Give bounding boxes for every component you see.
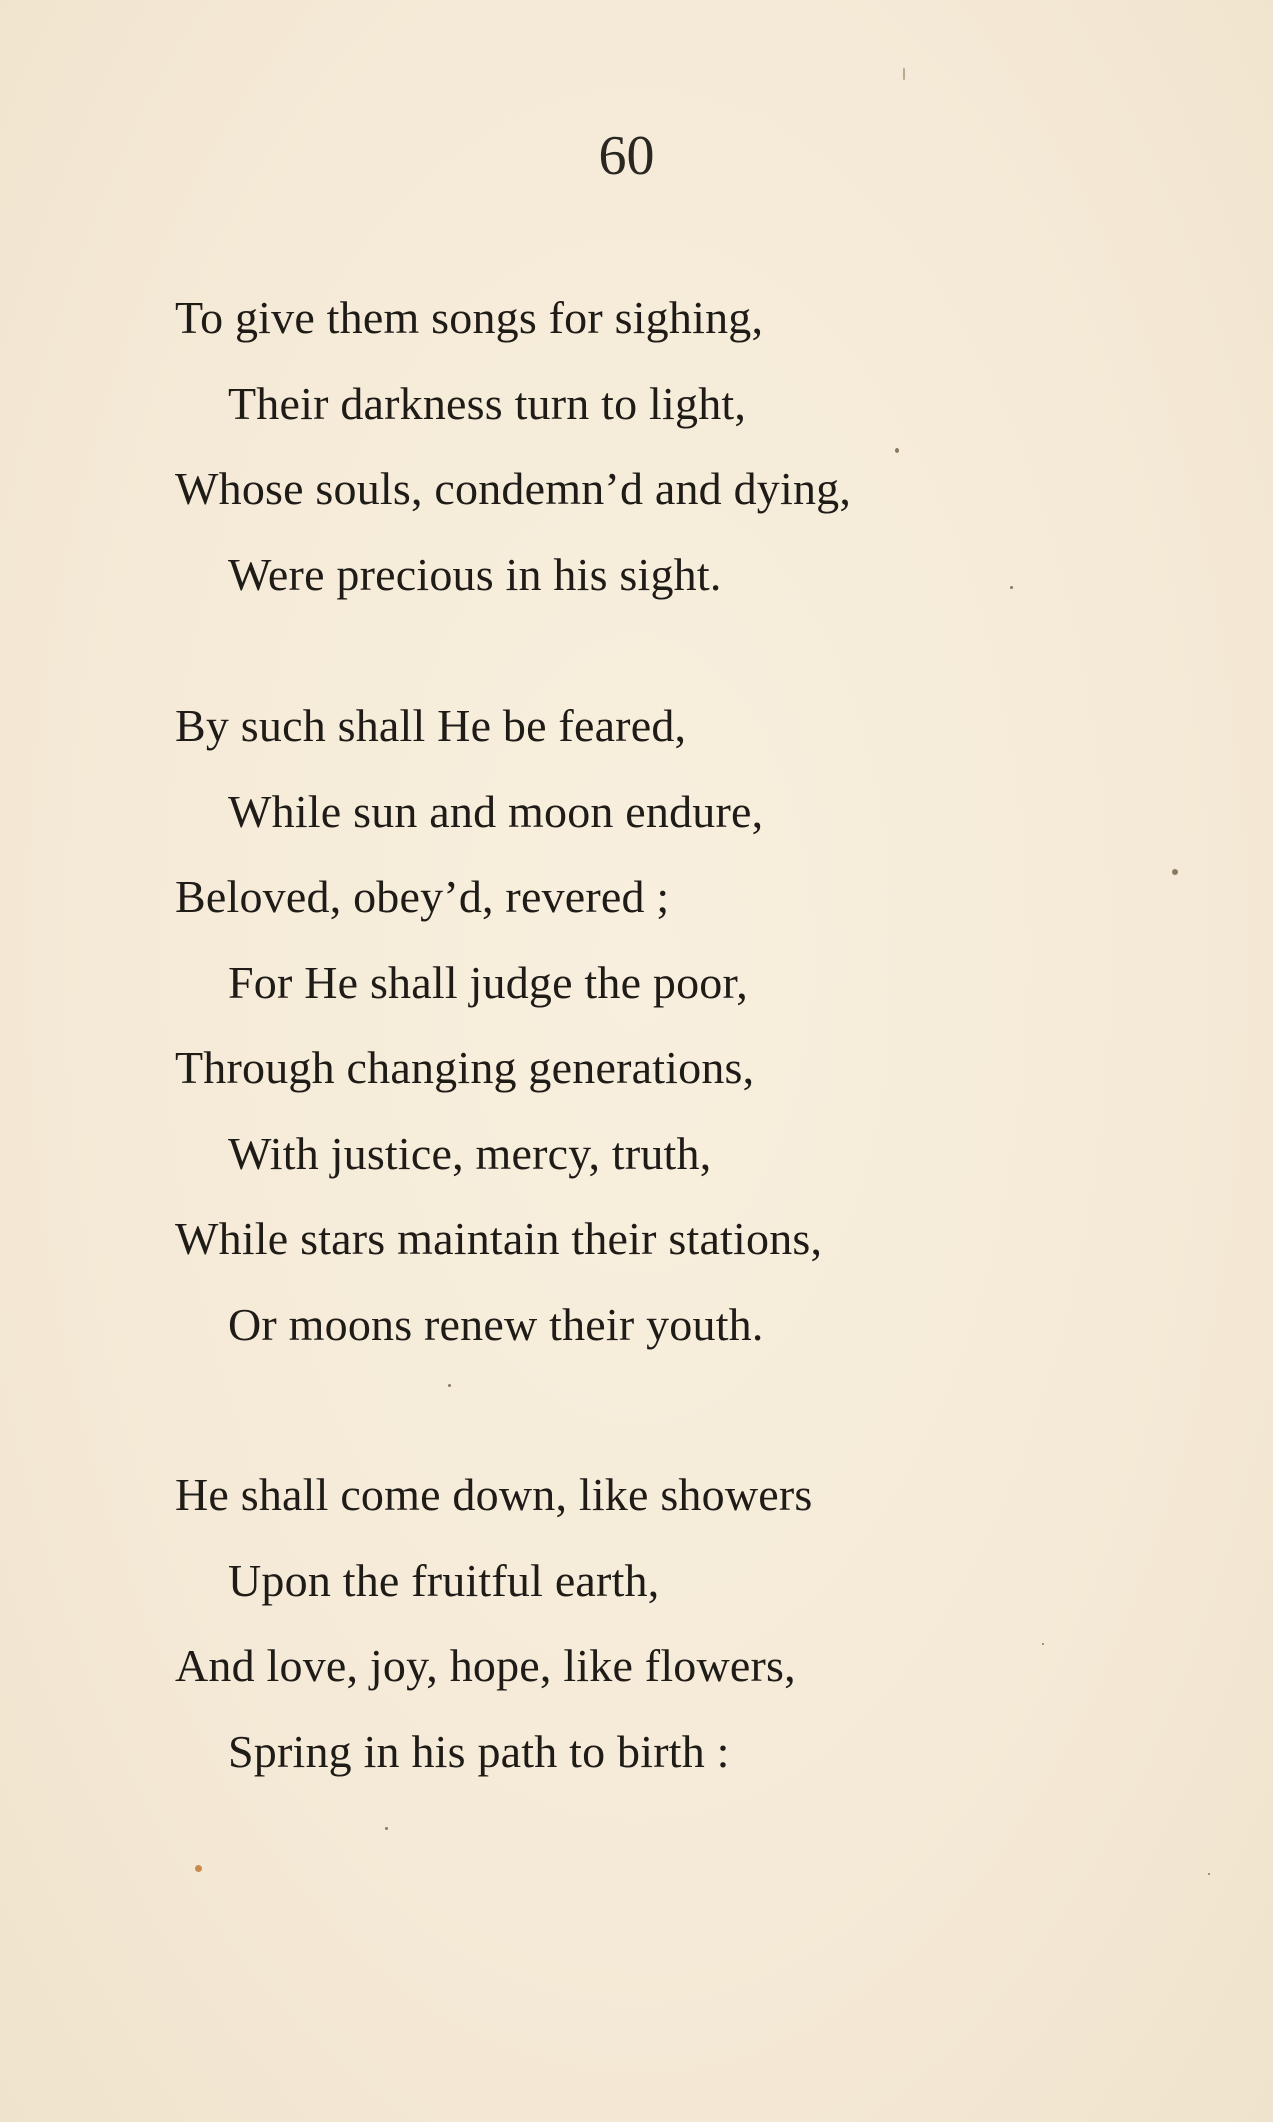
verse-line: For He shall judge the poor,: [228, 956, 748, 1008]
stanza-3: [175, 1452, 1075, 1794]
verse-line: Spring in his path to birth :: [228, 1725, 730, 1777]
paper-speck: [1010, 586, 1013, 589]
paper-speck: [195, 1865, 202, 1872]
verse-line: Whose souls, condemn’d and dying,: [175, 463, 852, 514]
verse-line: While sun and moon endure,: [228, 785, 764, 837]
stanza-2: [175, 683, 1075, 1367]
verse-line: To give them songs for sighing,: [175, 292, 764, 343]
paper-speck: [895, 448, 899, 453]
paper-speck: [1208, 1873, 1210, 1875]
paper-speck: [448, 1384, 451, 1387]
verse-line: Were precious in his sight.: [228, 548, 722, 600]
verse-line: Or moons renew their youth.: [228, 1298, 764, 1350]
stanza-1: [175, 275, 1075, 617]
page-number: 60: [598, 125, 655, 187]
verse-line: Their darkness turn to light,: [228, 377, 747, 429]
paper-speck: [385, 1827, 388, 1830]
paper-speck: [1172, 869, 1178, 875]
paper-speck: [903, 68, 905, 80]
verse-line: Beloved, obey’d, revered ;: [175, 871, 670, 922]
verse-line: While stars maintain their stations,: [175, 1213, 823, 1264]
verse-line: With justice, mercy, truth,: [228, 1127, 712, 1179]
verse-line: Upon the fruitful earth,: [228, 1554, 660, 1606]
verse-line: He shall come down, like showers: [175, 1469, 813, 1520]
verse-line: Through changing generations,: [175, 1042, 755, 1093]
paper-speck: [1042, 1643, 1044, 1645]
verse-line: And love, joy, hope, like flowers,: [175, 1640, 796, 1691]
verse-line: By such shall He be feared,: [175, 700, 687, 751]
